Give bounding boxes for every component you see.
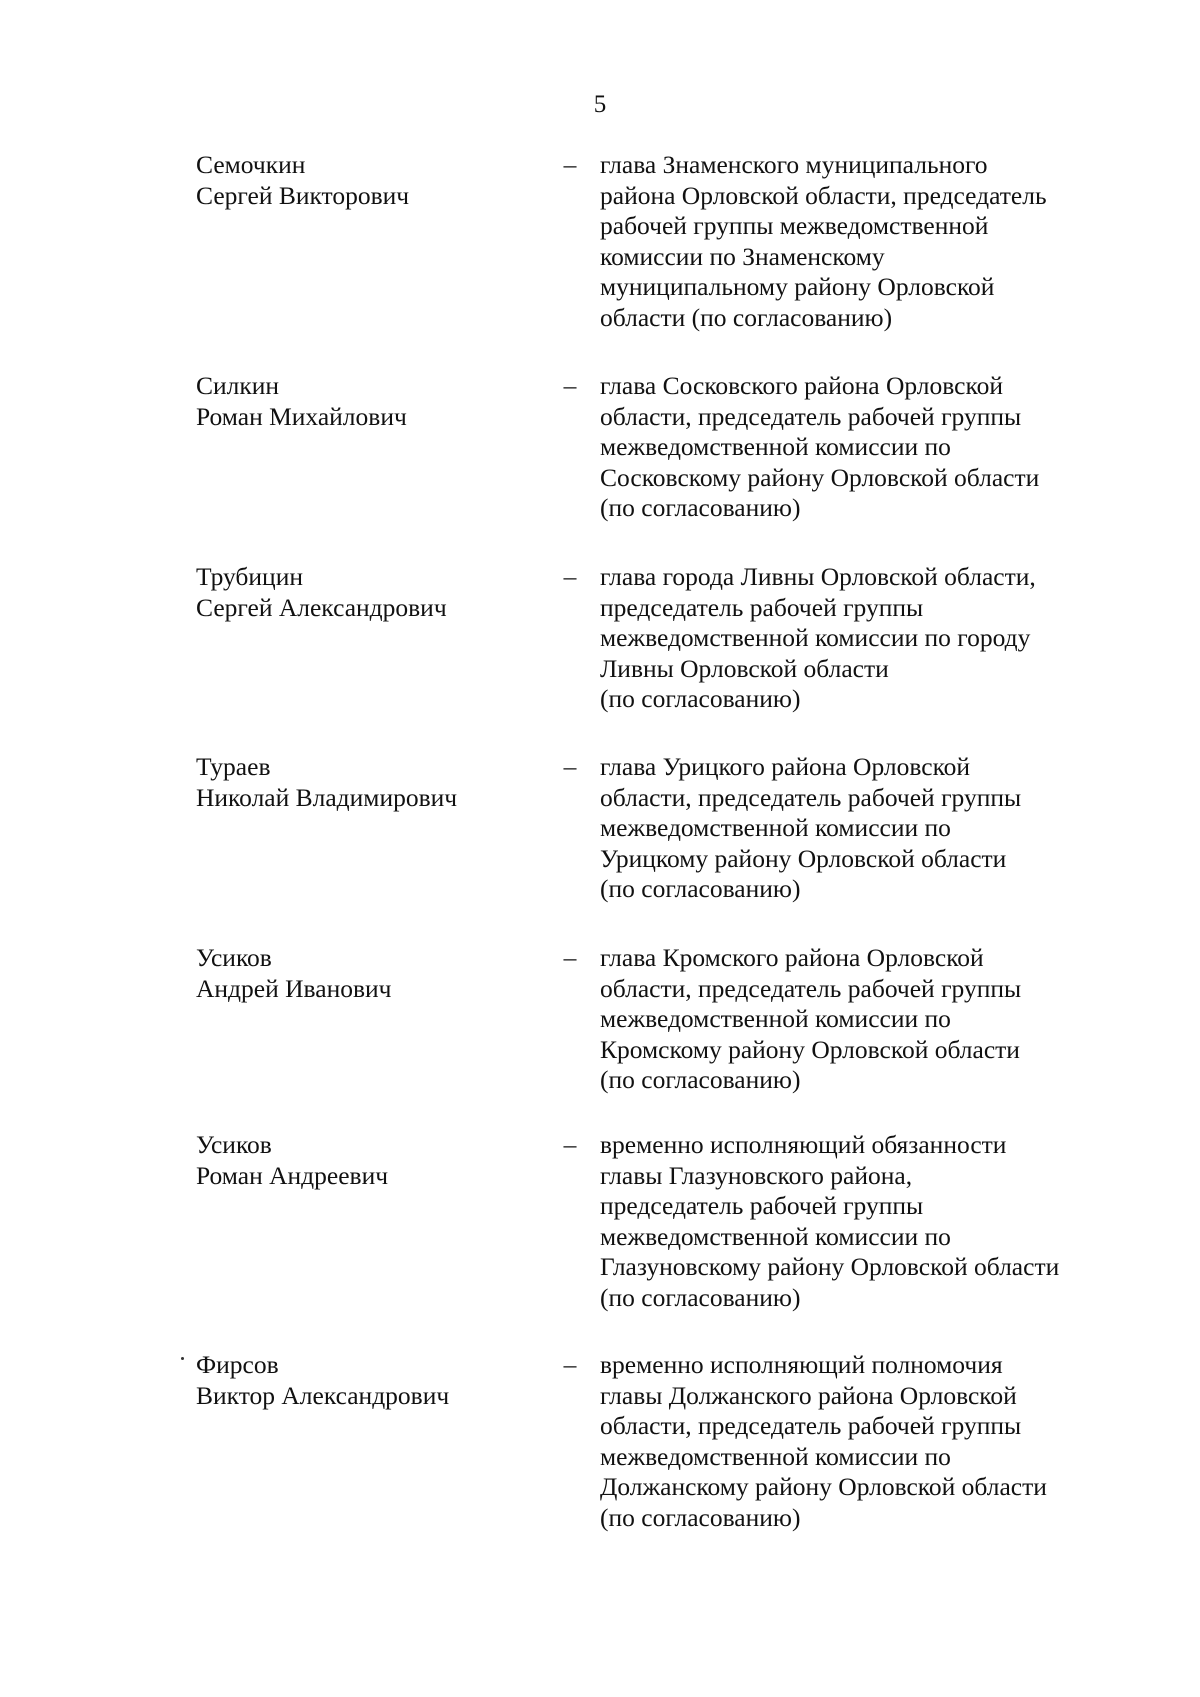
dash-separator: –: [563, 752, 577, 781]
position-line: (по согласованию): [600, 684, 801, 713]
position-line: главы Глазуновского района,: [600, 1160, 913, 1190]
position-line: главы Должанского района Орловской: [600, 1380, 1017, 1410]
position-line: глава города Ливны Орловской области,: [600, 562, 1036, 591]
member-position: [600, 1130, 1120, 1313]
position-line: области, председатель рабочей группы: [600, 401, 1022, 431]
member-position: [600, 562, 1120, 715]
position-line: Ливны Орловской области: [600, 653, 889, 683]
position-line: Должанскому району Орловской области: [600, 1472, 1047, 1501]
member-given-names: Николай Владимирович: [196, 782, 458, 812]
member-name: [196, 150, 526, 211]
member-given-names: Сергей Александрович: [196, 592, 447, 622]
position-line: (по согласованию): [600, 1282, 801, 1312]
member-given-names: Роман Михайлович: [196, 401, 407, 431]
position-line: области (по согласованию): [600, 302, 893, 332]
position-line: Глазуновскому району Орловской области: [600, 1252, 1060, 1281]
member-name: [196, 1350, 526, 1411]
position-line: Урицкому району Орловской области: [600, 843, 1007, 873]
member-given-names: Виктор Александрович: [196, 1380, 450, 1410]
position-line: муниципальному району Орловской: [600, 272, 995, 301]
member-position: [600, 943, 1120, 1096]
position-line: межведомственной комиссии по: [600, 813, 951, 842]
position-line: межведомственной комиссии по: [600, 1221, 951, 1251]
member-surname: Усиков: [196, 1130, 272, 1159]
position-line: области, председатель рабочей группы: [600, 973, 1022, 1003]
member-name: [196, 752, 526, 813]
member-position: [600, 752, 1120, 905]
position-line: временно исполняющий обязанности: [600, 1130, 1007, 1159]
position-line: председатель рабочей группы: [600, 1191, 924, 1220]
member-name: [196, 562, 526, 623]
position-line: района Орловской области, председатель: [600, 180, 1047, 210]
dash-separator: –: [563, 1350, 577, 1379]
position-line: временно исполняющий полномочия: [600, 1350, 1003, 1379]
member-surname: Усиков: [196, 943, 272, 972]
dash-separator: –: [563, 562, 577, 591]
member-position: [600, 1350, 1120, 1533]
member-name: [196, 371, 526, 432]
position-line: глава Урицкого района Орловской: [600, 752, 971, 781]
member-surname: Фирсов: [196, 1350, 279, 1379]
position-line: (по согласованию): [600, 1065, 801, 1094]
position-line: глава Знаменского муниципального: [600, 150, 988, 179]
member-surname: Тураев: [196, 752, 271, 781]
member-surname: Семочкин: [196, 150, 306, 179]
position-line: (по согласованию): [600, 1502, 801, 1532]
position-line: межведомственной комиссии по: [600, 1441, 951, 1471]
dash-separator: –: [563, 150, 577, 179]
position-line: межведомственной комиссии по: [600, 432, 951, 461]
member-name: [196, 1130, 526, 1191]
member-given-names: Роман Андреевич: [196, 1160, 389, 1190]
position-line: председатель рабочей группы: [600, 592, 924, 622]
member-given-names: Андрей Иванович: [196, 973, 392, 1003]
dash-separator: –: [563, 943, 577, 972]
dash-separator: –: [563, 1130, 577, 1159]
position-line: рабочей группы межведомственной: [600, 211, 989, 240]
position-line: Кромскому району Орловской области: [600, 1034, 1020, 1064]
position-line: межведомственной комиссии по: [600, 1004, 951, 1033]
position-line: области, председатель рабочей группы: [600, 1411, 1022, 1440]
member-position: [600, 150, 1120, 333]
position-line: области, председатель рабочей группы: [600, 782, 1022, 812]
dash-separator: –: [563, 371, 577, 400]
position-line: комиссии по Знаменскому: [600, 241, 885, 271]
member-surname: Трубицин: [196, 562, 303, 591]
member-given-names: Сергей Викторович: [196, 180, 410, 210]
position-line: (по согласованию): [600, 874, 801, 903]
position-line: глава Кромского района Орловской: [600, 943, 984, 972]
position-line: межведомственной комиссии по городу: [600, 623, 1031, 652]
scan-speck: [181, 1357, 184, 1360]
member-surname: Силкин: [196, 371, 280, 400]
position-line: (по согласованию): [600, 493, 801, 522]
position-line: Сосковскому району Орловской области: [600, 462, 1040, 492]
member-position: [600, 371, 1120, 524]
position-line: глава Сосковского района Орловской: [600, 371, 1003, 400]
member-name: [196, 943, 526, 1004]
page-number: 5: [593, 91, 607, 118]
